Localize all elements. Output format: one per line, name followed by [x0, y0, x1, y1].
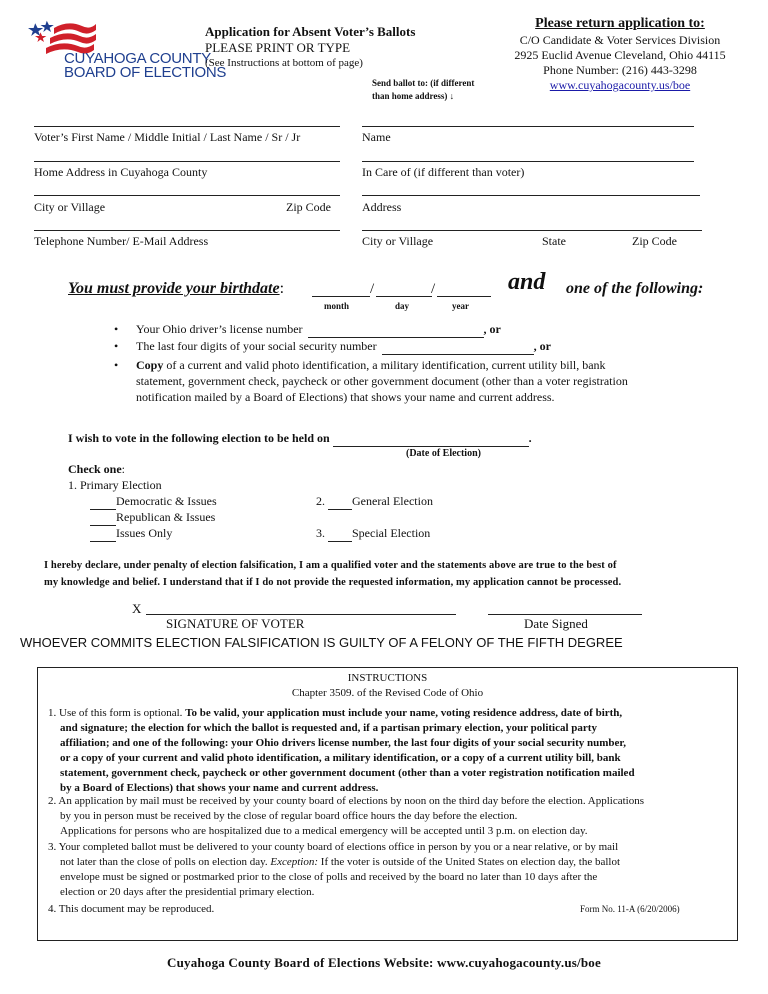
felony-warning: WHOEVER COMMITS ELECTION FALSIFICATION IS GUILTY OF A FELONY OF THE FIFTH DEGREE: [20, 635, 623, 650]
general-checkline[interactable]: [328, 494, 352, 510]
instr1-l5: statement, government check, paycheck or other government document (other than a voter registration notification mailed: [60, 767, 635, 779]
birthdate-colon: :: [279, 280, 285, 297]
instr3-l2: [48, 855, 728, 870]
send-ballot-note-1: Send ballot to: (if different: [372, 78, 475, 88]
phone-email-line[interactable]: [34, 230, 340, 231]
republican-checkline[interactable]: [90, 510, 116, 526]
check-one-label: Check one:: [68, 462, 126, 476]
copy-line2: statement, government check, paycheck or other government document (other than a voter registration: [136, 374, 628, 388]
date-of-election-label: (Date of Election): [406, 448, 481, 459]
instr1-l4: or a copy of your current and valid photo identification, a military identification, or a copy of a current utility bill, bank: [60, 752, 621, 764]
return-url-link[interactable]: www.cuyahogacounty.us/boe: [549, 78, 691, 92]
birthdate-row: [68, 280, 284, 298]
republican-label: Republican & Issues: [116, 510, 216, 524]
instr2-l2: by you in person must be received by the close of regular board office hours the day before the election.: [60, 810, 518, 822]
city-zip-line[interactable]: [34, 195, 340, 196]
instr3-exception: Exception:: [270, 856, 319, 868]
mail-name-line[interactable]: [362, 126, 694, 127]
special-option[interactable]: [316, 526, 430, 542]
birthdate-text: You must provide your birthdate: [68, 280, 280, 297]
logo-line1: CUYAHOGA COUNTY: [64, 50, 211, 67]
slash-1: /: [370, 281, 375, 297]
republican-option[interactable]: [90, 510, 215, 526]
signature-x: X: [132, 601, 142, 616]
form-title: Application for Absent Voter’s Ballots: [205, 24, 416, 39]
declaration-line2: my knowledge and belief. I understand that if I do not provide the requested information, my application cannot be processed.: [44, 577, 622, 588]
month-label: month: [324, 301, 350, 311]
copy-line3: notification mailed by a Board of Elections) that shows your name and current address.: [136, 390, 555, 404]
board-logo: [28, 18, 227, 81]
license-line[interactable]: [308, 322, 484, 338]
democratic-option[interactable]: [90, 494, 217, 510]
instr3-l2a: not later than the close of polls on election day.: [60, 856, 271, 868]
or-2: , or: [533, 339, 551, 353]
print-instruction: PLEASE PRINT OR TYPE: [205, 40, 351, 55]
voter-name-line[interactable]: [34, 126, 340, 127]
declaration: [44, 557, 621, 591]
signature-label: SIGNATURE OF VOTER: [166, 616, 305, 631]
democratic-checkline[interactable]: [90, 494, 116, 510]
option-ssn: [136, 339, 551, 355]
birth-day-line[interactable]: [376, 296, 432, 297]
year-label: year: [452, 301, 469, 311]
instr2-l3: Applications for persons who are hospitalized due to a medical emergency will be accepted until 3 p.m. on election day.: [60, 825, 588, 837]
instructions-heading: INSTRUCTIONS: [347, 672, 428, 684]
instructions-box: [37, 667, 738, 941]
city-label: City or Village: [34, 200, 106, 214]
birth-month-line[interactable]: [312, 296, 370, 297]
date-signed-label: Date Signed: [524, 616, 588, 631]
home-address-label: Home Address in Cuyahoga County: [34, 165, 208, 179]
general-label: General Election: [352, 494, 433, 508]
voter-name-label: Voter’s First Name / Middle Initial / Last Name / Sr / Jr: [34, 130, 301, 144]
return-line1: C/O Candidate & Voter Services Division: [519, 33, 721, 47]
zip-label: Zip Code: [286, 200, 331, 214]
mail-city-line[interactable]: [362, 230, 702, 231]
copy-rest: of a current and valid photo identification, a military identification, current utility bill, bank: [163, 358, 606, 372]
logo-line2: BOARD OF ELECTIONS: [64, 64, 227, 81]
issues-option[interactable]: [90, 526, 172, 542]
return-phone: Phone Number: (216) 443-3298: [543, 63, 697, 77]
mail-state-label: State: [542, 234, 566, 248]
instr3-l1: 3. Your completed ballot must be delivered to your county board of elections office in person by you or a near relative, or by mail: [48, 841, 619, 853]
general-option[interactable]: [316, 494, 433, 510]
instructions-note: (See Instructions at bottom of page): [205, 57, 363, 69]
instr3-l2b: If the voter is outside of the United States on election day, the ballot: [318, 856, 621, 868]
return-heading: Please return application to:: [535, 16, 705, 31]
ssn-line[interactable]: [382, 339, 534, 355]
in-care-of-label: In Care of (if different than voter): [362, 165, 525, 179]
option-license: [136, 322, 501, 338]
primary-label: 1. Primary Election: [68, 478, 162, 492]
return-block: [490, 16, 750, 93]
signature-line[interactable]: [146, 614, 456, 615]
special-checkline[interactable]: [328, 526, 352, 542]
and-text: and: [508, 269, 546, 295]
special-num: 3.: [316, 526, 328, 540]
declaration-line1: I hereby declare, under penalty of election falsification, I am a qualified voter and the statements above are true to the best of: [44, 560, 617, 571]
instr1-l2: and signature; the election for which the ballot is requested and, if a partisan primary election, your political party: [60, 722, 597, 734]
instr3-l3: envelope must be signed or postmarked prior to the close of polls and received by the board no later than 10 days after the: [60, 871, 598, 883]
wish-text: I wish to vote in the following election to be held on: [68, 431, 330, 445]
form-number: Form No. 11-A (6/20/2006): [580, 904, 680, 914]
instr1-start: 1. Use of this form is optional.: [48, 707, 186, 719]
birth-year-line[interactable]: [437, 296, 491, 297]
following-text: one of the following:: [566, 280, 704, 297]
mail-name-label: Name: [362, 130, 391, 144]
send-ballot-note-2: than home address) ↓: [372, 91, 455, 101]
instructions-chapter: Chapter 3509. of the Revised Code of Ohio: [291, 687, 484, 699]
license-text: Your Ohio driver’s license number: [136, 322, 303, 336]
home-address-line[interactable]: [34, 161, 340, 162]
copy-bold: Copy: [136, 358, 164, 372]
mail-city-label: City or Village: [362, 234, 434, 248]
footer-website: Cuyahoga County Board of Elections Website: www.cuyahogacounty.us/boe: [167, 955, 601, 970]
instr2-l1: 2. An application by mail must be received by your county board of elections by noon on the third day before the election. Applications: [48, 795, 644, 807]
option-copy: [136, 357, 736, 405]
instruction-1: [48, 706, 728, 796]
mail-address-label: Address: [362, 200, 402, 214]
general-num: 2.: [316, 494, 328, 508]
instruction-3: [48, 840, 728, 900]
issues-label: Issues Only: [116, 526, 173, 540]
or-1: , or: [483, 322, 501, 336]
in-care-of-line[interactable]: [362, 161, 694, 162]
election-date-line[interactable]: [333, 431, 529, 447]
return-line2: 2925 Euclid Avenue Cleveland, Ohio 44115: [514, 48, 726, 62]
instr1-l6: by a Board of Elections) that shows your name and current address.: [60, 782, 379, 794]
instruction-2: [48, 794, 728, 839]
election-wish: I wish to vote in the following election to be held on .: [68, 431, 532, 445]
instr1-l3: affiliation; and one of the following: your Ohio drivers license number, the last four digits of your social security number,: [60, 737, 627, 749]
ssn-text: The last four digits of your social security number: [136, 339, 377, 353]
day-label: day: [395, 301, 410, 311]
democratic-label: Democratic & Issues: [116, 494, 217, 508]
issues-checkline[interactable]: [90, 526, 116, 542]
instr3-l4: election or 20 days after the presidential primary election.: [60, 886, 315, 898]
mail-zip-label: Zip Code: [632, 234, 677, 248]
mail-address-line[interactable]: [362, 195, 700, 196]
slash-2: /: [431, 281, 436, 297]
date-signed-line[interactable]: [488, 614, 642, 615]
check-one-text: Check one: [68, 462, 122, 476]
instruction-4: 4. This document may be reproduced.: [48, 903, 215, 915]
instr1-bold1: To be valid, your application must include your name, voting residence address, date of birth,: [185, 707, 623, 719]
phone-email-label: Telephone Number/ E-Mail Address: [34, 234, 209, 248]
special-label: Special Election: [352, 526, 431, 540]
